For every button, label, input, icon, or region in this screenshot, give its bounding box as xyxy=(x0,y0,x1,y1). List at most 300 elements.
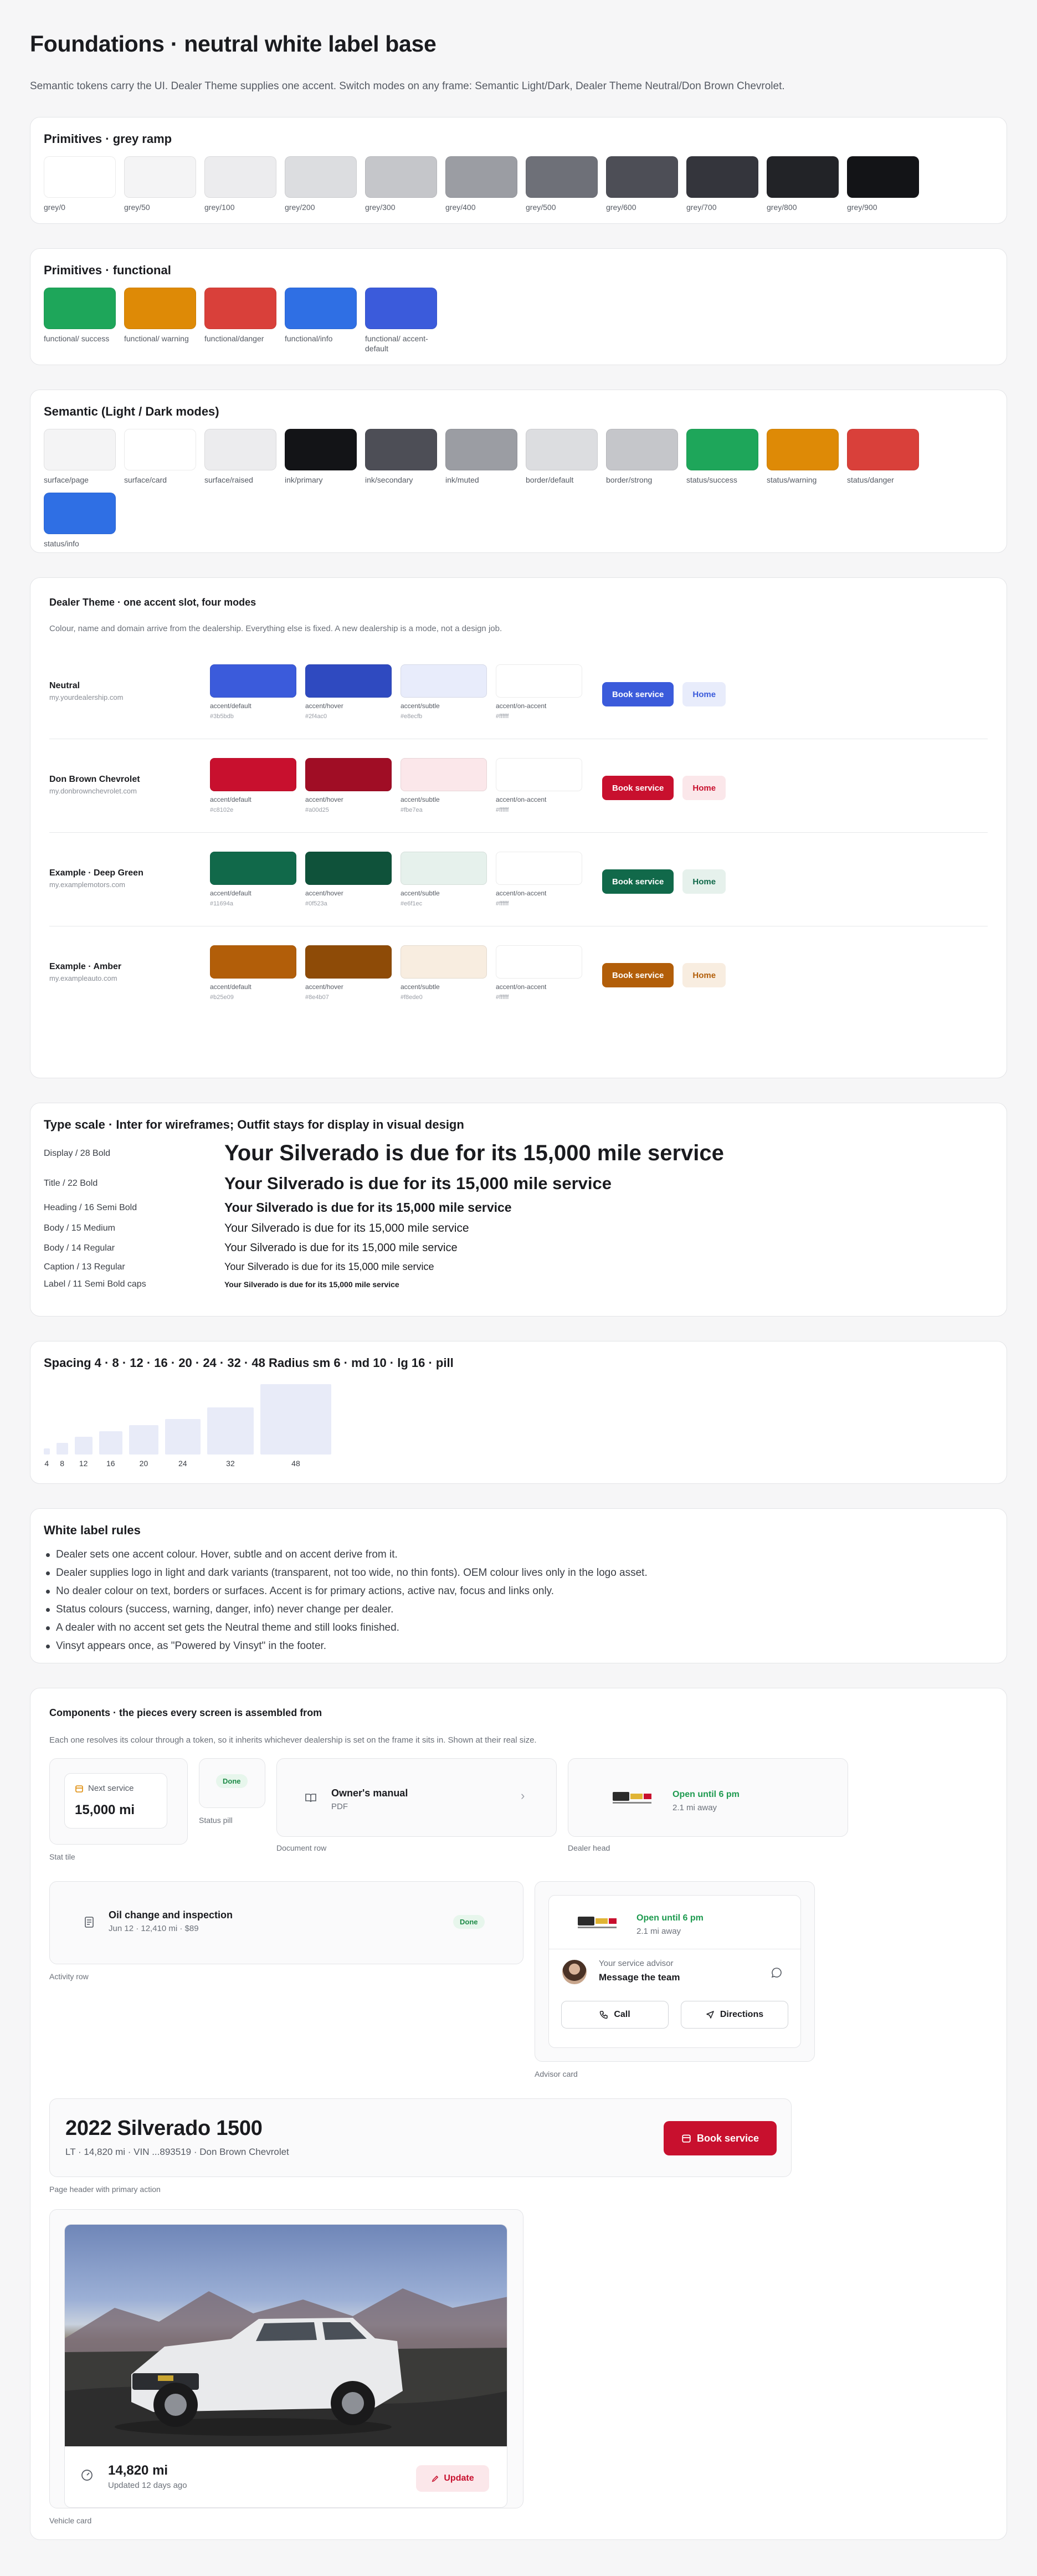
dealer-mode-name xyxy=(49,664,210,701)
accent-token-label: accent/subtle xyxy=(401,796,440,803)
chevron-right-icon: › xyxy=(521,1789,525,1802)
swatch-label: grey/400 xyxy=(445,203,476,212)
color-swatch xyxy=(285,429,365,485)
type-style-label: Heading / 16 Semi Bold xyxy=(44,1202,137,1212)
color-swatch xyxy=(124,288,204,354)
functional-heading: Primitives · functional xyxy=(44,263,171,277)
page-header-meta: LT · 14,820 mi · VIN ...893519 · Don Brown Chevrolet xyxy=(65,2147,289,2157)
swatch-label: status/success xyxy=(686,475,737,484)
status-pill: Done xyxy=(216,1774,248,1788)
type-scale-row xyxy=(44,1222,993,1235)
rule-item: Dealer sets one accent colour. Hover, subtle and on accent derive from it. xyxy=(44,1545,993,1564)
page-intro: Semantic tokens carry the UI. Dealer Theme supplies one accent. Switch modes on any frame: Semantic Light/Dark, Dealer Theme Neutral/Don Brown Chevrolet. xyxy=(30,80,785,92)
dealer-mode-row xyxy=(49,646,988,739)
accent-chip xyxy=(496,758,582,791)
spacing-step xyxy=(165,1419,201,1468)
pencil-icon xyxy=(431,2475,439,2483)
home-button[interactable]: Home xyxy=(682,869,726,894)
home-button[interactable]: Home xyxy=(682,963,726,987)
color-swatch xyxy=(606,429,686,485)
swatch-label: status/info xyxy=(44,539,79,549)
spacing-value: 48 xyxy=(291,1459,300,1468)
spacing-step xyxy=(129,1425,158,1468)
advisor-card xyxy=(548,1895,801,2048)
calendar-icon xyxy=(75,1784,84,1793)
color-swatch xyxy=(526,429,606,485)
swatch-label: grey/200 xyxy=(285,203,315,212)
spacing-step xyxy=(99,1431,122,1468)
dealer-domain: my.donbrownchevrolet.com xyxy=(49,787,137,795)
components-heading: Components · the pieces every screen is assembled from xyxy=(49,1707,322,1718)
document-row[interactable] xyxy=(278,1773,555,1823)
accent-chip xyxy=(496,852,582,885)
accent-token-label: accent/on-accent xyxy=(496,796,547,803)
update-label: Update xyxy=(444,2473,474,2483)
accent-swatch xyxy=(305,945,401,1001)
accent-hex: #fbe7ea xyxy=(401,807,423,813)
receipt-icon xyxy=(84,1916,94,1928)
accent-hex: #ffffff xyxy=(496,994,509,1001)
type-style-label: Body / 15 Medium xyxy=(44,1223,115,1233)
accent-hex: #11694a xyxy=(210,900,234,907)
swatch-label: border/default xyxy=(526,475,574,484)
stat-tile-value: 15,000 mi xyxy=(75,1802,135,1817)
book-service-button[interactable]: Book service xyxy=(602,776,674,800)
rule-item: No dealer colour on text, borders or surfaces. Accent is for primary actions, active nav, focus and links only. xyxy=(44,1582,993,1600)
color-swatch xyxy=(445,429,526,485)
accent-hex: #0f523a xyxy=(305,900,327,907)
spacing-step xyxy=(260,1384,331,1468)
page-header-caption: Page header with primary action xyxy=(49,2185,161,2194)
dealer-domain: my.examplemotors.com xyxy=(49,880,126,889)
swatch-label: surface/page xyxy=(44,475,89,484)
book-icon xyxy=(305,1793,317,1803)
swatch-label: functional/ accent-default xyxy=(365,334,428,354)
dealer-name: Don Brown Chevrolet xyxy=(49,775,140,784)
swatch-label: grey/50 xyxy=(124,203,150,212)
color-swatch xyxy=(124,429,204,485)
type-scale-row xyxy=(44,1200,993,1215)
color-swatch xyxy=(204,288,285,354)
swatch-label: functional/info xyxy=(285,334,333,343)
type-sample: Your Silverado is due for its 15,000 mile service xyxy=(224,1261,434,1272)
spacing-step xyxy=(75,1437,93,1468)
components-card xyxy=(30,1688,1007,2540)
page-header-frame xyxy=(49,2098,792,2177)
vehicle-card-frame xyxy=(49,2209,523,2508)
accent-swatch xyxy=(496,852,591,907)
swatch-chip xyxy=(606,429,678,470)
color-swatch xyxy=(285,156,365,212)
spacing-bar xyxy=(260,1384,331,1455)
dealer-logo xyxy=(613,1792,651,1804)
accent-chip xyxy=(210,852,296,885)
dealer-name: Example · Amber xyxy=(49,962,122,971)
color-swatch xyxy=(847,429,927,485)
advisor-card-frame xyxy=(535,1881,815,2062)
vehicle-updated: Updated 12 days ago xyxy=(108,2481,187,2490)
swatch-chip xyxy=(445,429,517,470)
type-scale-rows xyxy=(44,1141,993,1289)
accent-chip xyxy=(496,664,582,698)
swatch-chip xyxy=(204,288,276,329)
color-swatch xyxy=(204,429,285,485)
dealer-name: Example · Deep Green xyxy=(49,868,143,878)
rule-item: Vinsyt appears once, as "Powered by Vinsyt" in the footer. xyxy=(44,1637,993,1655)
stat-tile-label: Next service xyxy=(88,1784,134,1793)
swatch-chip xyxy=(526,429,598,470)
swatch-label: border/strong xyxy=(606,475,653,484)
type-style-label: Title / 22 Bold xyxy=(44,1179,98,1188)
swatch-label: surface/raised xyxy=(204,475,253,484)
semantic-heading: Semantic (Light / Dark modes) xyxy=(44,404,219,418)
swatch-label: grey/100 xyxy=(204,203,235,212)
spacing-bar xyxy=(75,1437,93,1455)
accent-token-label: accent/hover xyxy=(305,796,343,803)
accent-swatch xyxy=(210,664,305,720)
call-button[interactable] xyxy=(561,2001,669,2029)
accent-swatch xyxy=(210,852,305,907)
semantic-swatches xyxy=(44,429,993,556)
accent-chip xyxy=(210,758,296,791)
color-swatch xyxy=(526,156,606,212)
document-meta: PDF xyxy=(331,1802,348,1811)
color-swatch xyxy=(686,156,767,212)
swatch-chip xyxy=(847,429,919,470)
accent-swatch xyxy=(210,945,305,1001)
spacing-bar xyxy=(165,1419,201,1455)
chat-icon[interactable] xyxy=(771,1966,783,1979)
vehicle-mileage: 14,820 mi xyxy=(108,2463,168,2478)
phone-icon xyxy=(599,2010,608,2019)
status-pill-frame xyxy=(199,1758,265,1808)
accent-hex: #e8ecfb xyxy=(401,713,423,720)
type-scale-row xyxy=(44,1174,993,1194)
rules-list xyxy=(44,1545,993,1655)
dealer-head-status: Open until 6 pm xyxy=(672,1790,740,1799)
accent-chip xyxy=(210,945,296,979)
swatch-chip xyxy=(847,156,919,198)
dealer-head-frame xyxy=(568,1758,848,1837)
rules-heading: White label rules xyxy=(44,1523,141,1537)
spacing-step xyxy=(207,1407,254,1468)
advisor-role: Your service advisor xyxy=(599,1959,674,1968)
document-row-caption: Document row xyxy=(276,1843,327,1852)
book-service-label: Book service xyxy=(696,2132,759,2144)
avatar xyxy=(562,1960,587,1984)
swatch-chip xyxy=(526,156,598,198)
accent-swatch xyxy=(305,758,401,813)
type-style-label: Label / 11 Semi Bold caps xyxy=(44,1279,146,1289)
swatch-chip xyxy=(124,156,196,198)
swatch-label: grey/500 xyxy=(526,203,556,212)
vehicle-card-caption: Vehicle card xyxy=(49,2516,92,2525)
spacing-heading: Spacing 4 · 8 · 12 · 16 · 20 · 24 · 32 · 48 Radius sm 6 · md 10 · lg 16 · pill xyxy=(44,1356,454,1370)
swatch-chip xyxy=(204,429,276,470)
swatch-label: status/warning xyxy=(767,475,817,484)
accent-token-label: accent/default xyxy=(210,796,251,803)
stat-tile-frame xyxy=(49,1758,188,1845)
color-swatch xyxy=(847,156,927,212)
dealer-theme-heading: Dealer Theme · one accent slot, four modes xyxy=(49,597,256,608)
dealer-theme-modes xyxy=(49,646,988,1020)
color-swatch xyxy=(365,288,445,354)
accent-token-label: accent/hover xyxy=(305,702,343,710)
swatch-label: grey/0 xyxy=(44,203,65,212)
type-scale-card xyxy=(30,1103,1007,1317)
accent-token-label: accent/on-accent xyxy=(496,889,547,897)
swatch-chip xyxy=(285,156,357,198)
color-swatch xyxy=(44,429,124,485)
dealer-domain: my.yourdealership.com xyxy=(49,693,124,701)
stat-tile-caption: Stat tile xyxy=(49,1852,75,1861)
document-title: Owner's manual xyxy=(331,1788,408,1799)
type-scale-row xyxy=(44,1261,993,1273)
advisor-dealer-status: Open until 6 pm xyxy=(636,1913,704,1923)
accent-chip xyxy=(496,945,582,979)
type-sample: Your Silverado is due for its 15,000 mile service xyxy=(224,1222,469,1235)
swatch-chip xyxy=(124,429,196,470)
type-scale-row xyxy=(44,1141,993,1166)
dealer-mode-row xyxy=(49,833,988,926)
grey-ramp-swatches xyxy=(44,156,993,220)
swatch-label: ink/primary xyxy=(285,475,323,484)
color-swatch xyxy=(365,156,445,212)
activity-status-pill: Done xyxy=(453,1915,485,1929)
swatch-label: ink/muted xyxy=(445,475,479,484)
color-swatch xyxy=(767,156,847,212)
accent-swatch xyxy=(401,664,496,720)
accent-token-label: accent/default xyxy=(210,702,251,710)
activity-row-frame xyxy=(49,1881,523,1964)
type-sample: Your Silverado is due for its 15,000 mile service xyxy=(224,1242,458,1254)
spacing-value: 32 xyxy=(226,1459,235,1468)
swatch-chip xyxy=(44,493,116,534)
accent-hex: #c8102e xyxy=(210,807,234,813)
dealer-mode-name xyxy=(49,945,210,982)
stat-tile xyxy=(64,1773,167,1829)
swatch-label: grey/800 xyxy=(767,203,797,212)
navigation-arrow-icon xyxy=(706,2010,715,2019)
type-scale-row xyxy=(44,1242,993,1254)
type-style-label: Body / 14 Regular xyxy=(44,1243,115,1253)
spacing-value: 8 xyxy=(60,1459,65,1468)
book-service-button[interactable]: Book service xyxy=(602,869,674,894)
accent-chip xyxy=(305,945,392,979)
swatch-chip xyxy=(365,156,437,198)
status-pill-caption: Status pill xyxy=(199,1816,233,1825)
accent-hex: #ffffff xyxy=(496,900,509,907)
swatch-chip xyxy=(44,429,116,470)
color-swatch xyxy=(767,429,847,485)
accent-swatch xyxy=(305,664,401,720)
swatch-label: grey/600 xyxy=(606,203,636,212)
color-swatch xyxy=(124,156,204,212)
swatch-label: functional/ success xyxy=(44,334,110,343)
book-service-button[interactable]: Book service xyxy=(602,963,674,987)
rule-item: Dealer supplies logo in light and dark variants (transparent, not too wide, no thin fonts). OEM colour lives only in the logo asset. xyxy=(44,1564,993,1582)
spacing-step xyxy=(44,1448,50,1468)
dealer-mode-row xyxy=(49,926,988,1020)
swatch-chip xyxy=(285,429,357,470)
accent-chip xyxy=(305,664,392,698)
accent-swatch xyxy=(496,758,591,813)
rule-item: A dealer with no accent set gets the Neutral theme and still looks finished. xyxy=(44,1619,993,1637)
accent-swatch xyxy=(401,852,496,907)
color-swatch xyxy=(285,288,365,354)
accent-swatch xyxy=(401,758,496,813)
activity-row-caption: Activity row xyxy=(49,1972,89,1981)
accent-swatch xyxy=(210,758,305,813)
color-swatch xyxy=(44,156,124,212)
spacing-scale xyxy=(44,1390,993,1468)
type-sample: Your Silverado is due for its 15,000 mile service xyxy=(224,1174,612,1193)
directions-label: Directions xyxy=(720,2010,764,2019)
accent-chip xyxy=(210,664,296,698)
page-header-title: 2022 Silverado 1500 xyxy=(65,2117,263,2140)
type-scale-row xyxy=(44,1279,993,1289)
spacing-value: 16 xyxy=(106,1459,115,1468)
accent-chip xyxy=(305,758,392,791)
swatch-label: grey/300 xyxy=(365,203,396,212)
accent-token-label: accent/on-accent xyxy=(496,983,547,991)
accent-chip xyxy=(401,852,487,885)
swatch-chip xyxy=(365,429,437,470)
type-sample: Your Silverado is due for its 15,000 mile service xyxy=(224,1141,724,1165)
color-swatch xyxy=(44,288,124,354)
type-style-label: Display / 28 Bold xyxy=(44,1148,111,1158)
dealer-mode-row xyxy=(49,739,988,833)
swatch-label: surface/card xyxy=(124,475,167,484)
color-swatch xyxy=(606,156,686,212)
swatch-label: functional/ warning xyxy=(124,334,189,343)
spacing-bar xyxy=(99,1431,122,1455)
rule-item: Status colours (success, warning, danger, info) never change per dealer. xyxy=(44,1600,993,1619)
dealer-name: Neutral xyxy=(49,681,80,690)
spacing-bar xyxy=(207,1407,254,1455)
accent-token-label: accent/on-accent xyxy=(496,702,547,710)
swatch-chip xyxy=(124,288,196,329)
accent-hex: #e6f1ec xyxy=(401,900,423,907)
accent-swatch xyxy=(496,945,591,1001)
rules-card xyxy=(30,1508,1007,1663)
dealer-head-caption: Dealer head xyxy=(568,1843,610,1852)
gauge-icon xyxy=(80,2469,94,2482)
swatch-label: grey/700 xyxy=(686,203,717,212)
swatch-chip xyxy=(44,156,116,198)
spacing-step xyxy=(57,1443,68,1468)
color-swatch xyxy=(445,156,526,212)
swatch-label: grey/900 xyxy=(847,203,877,212)
page-title: Foundations · neutral white label base xyxy=(30,31,437,57)
swatch-chip xyxy=(767,156,839,198)
semantic-card xyxy=(30,390,1007,553)
type-sample: Your Silverado is due for its 15,000 mile service xyxy=(224,1280,399,1289)
color-swatch xyxy=(686,429,767,485)
accent-hex: #ffffff xyxy=(496,713,509,720)
swatch-chip xyxy=(44,288,116,329)
accent-chip xyxy=(401,664,487,698)
dealer-theme-card xyxy=(30,577,1007,1078)
spacing-card xyxy=(30,1341,1007,1484)
spacing-value: 24 xyxy=(178,1459,187,1468)
accent-hex: #f8ede0 xyxy=(401,994,423,1001)
accent-token-label: accent/default xyxy=(210,983,251,991)
swatch-chip xyxy=(606,156,678,198)
accent-hex: #3b5bdb xyxy=(210,713,234,720)
spacing-value: 4 xyxy=(44,1459,49,1468)
accent-hex: #2f4ac0 xyxy=(305,713,327,720)
swatch-chip xyxy=(445,156,517,198)
advisor-message-link[interactable]: Message the team xyxy=(599,1972,680,1983)
accent-token-label: accent/subtle xyxy=(401,983,440,991)
book-service-button[interactable]: Book service xyxy=(602,682,674,706)
calendar-icon xyxy=(681,2133,691,2143)
accent-chip xyxy=(305,852,392,885)
accent-hex: #b25e09 xyxy=(210,994,234,1001)
home-button[interactable]: Home xyxy=(682,776,726,800)
activity-meta: Jun 12 · 12,410 mi · $89 xyxy=(109,1924,199,1933)
accent-swatch xyxy=(305,852,401,907)
accent-hex: #a00d25 xyxy=(305,807,329,813)
advisor-dealer-distance: 2.1 mi away xyxy=(636,1927,681,1936)
swatch-chip xyxy=(285,288,357,329)
dealer-logo xyxy=(578,1917,617,1929)
spacing-value: 20 xyxy=(139,1459,148,1468)
directions-button[interactable] xyxy=(681,2001,788,2029)
accent-token-label: accent/subtle xyxy=(401,702,440,710)
book-service-button[interactable] xyxy=(664,2121,777,2155)
accent-chip xyxy=(401,945,487,979)
accent-hex: #ffffff xyxy=(496,807,509,813)
accent-chip xyxy=(401,758,487,791)
accent-token-label: accent/subtle xyxy=(401,889,440,897)
swatch-chip xyxy=(686,429,758,470)
grey-ramp-card xyxy=(30,117,1007,224)
accent-swatch xyxy=(401,945,496,1001)
activity-title: Oil change and inspection xyxy=(109,1909,233,1921)
swatch-chip xyxy=(686,156,758,198)
activity-row[interactable] xyxy=(51,1895,522,1950)
color-swatch xyxy=(204,156,285,212)
accent-token-label: accent/default xyxy=(210,889,251,897)
dealer-mode-name xyxy=(49,758,210,795)
spacing-value: 12 xyxy=(79,1459,88,1468)
vehicle-photo xyxy=(65,2225,507,2446)
advisor-card-caption: Advisor card xyxy=(535,2070,578,2078)
swatch-label: status/danger xyxy=(847,475,894,484)
vehicle-card xyxy=(64,2224,507,2508)
functional-swatches xyxy=(44,288,993,361)
update-button[interactable] xyxy=(416,2465,489,2492)
type-scale-heading: Type scale · Inter for wireframes; Outfit stays for display in visual design xyxy=(44,1118,464,1131)
dealer-theme-sub: Colour, name and domain arrive from the dealership. Everything else is fixed. A new dealership is a mode, not a design job. xyxy=(49,624,502,633)
home-button[interactable]: Home xyxy=(682,682,726,706)
swatch-label: ink/secondary xyxy=(365,475,413,484)
dealer-mode-name xyxy=(49,852,210,889)
components-sub: Each one resolves its colour through a token, so it inherits whichever dealership is set on the frame it sits in. Shown at their real size. xyxy=(49,1735,537,1745)
spacing-bar xyxy=(129,1425,158,1455)
accent-swatch xyxy=(496,664,591,720)
spacing-bar xyxy=(57,1443,68,1455)
swatch-chip xyxy=(767,429,839,470)
swatch-chip xyxy=(204,156,276,198)
swatch-label: functional/danger xyxy=(204,334,264,343)
color-swatch xyxy=(44,493,124,549)
type-style-label: Caption / 13 Regular xyxy=(44,1262,125,1272)
dealer-head-distance: 2.1 mi away xyxy=(672,1803,717,1812)
type-sample: Your Silverado is due for its 15,000 mile service xyxy=(224,1200,512,1215)
